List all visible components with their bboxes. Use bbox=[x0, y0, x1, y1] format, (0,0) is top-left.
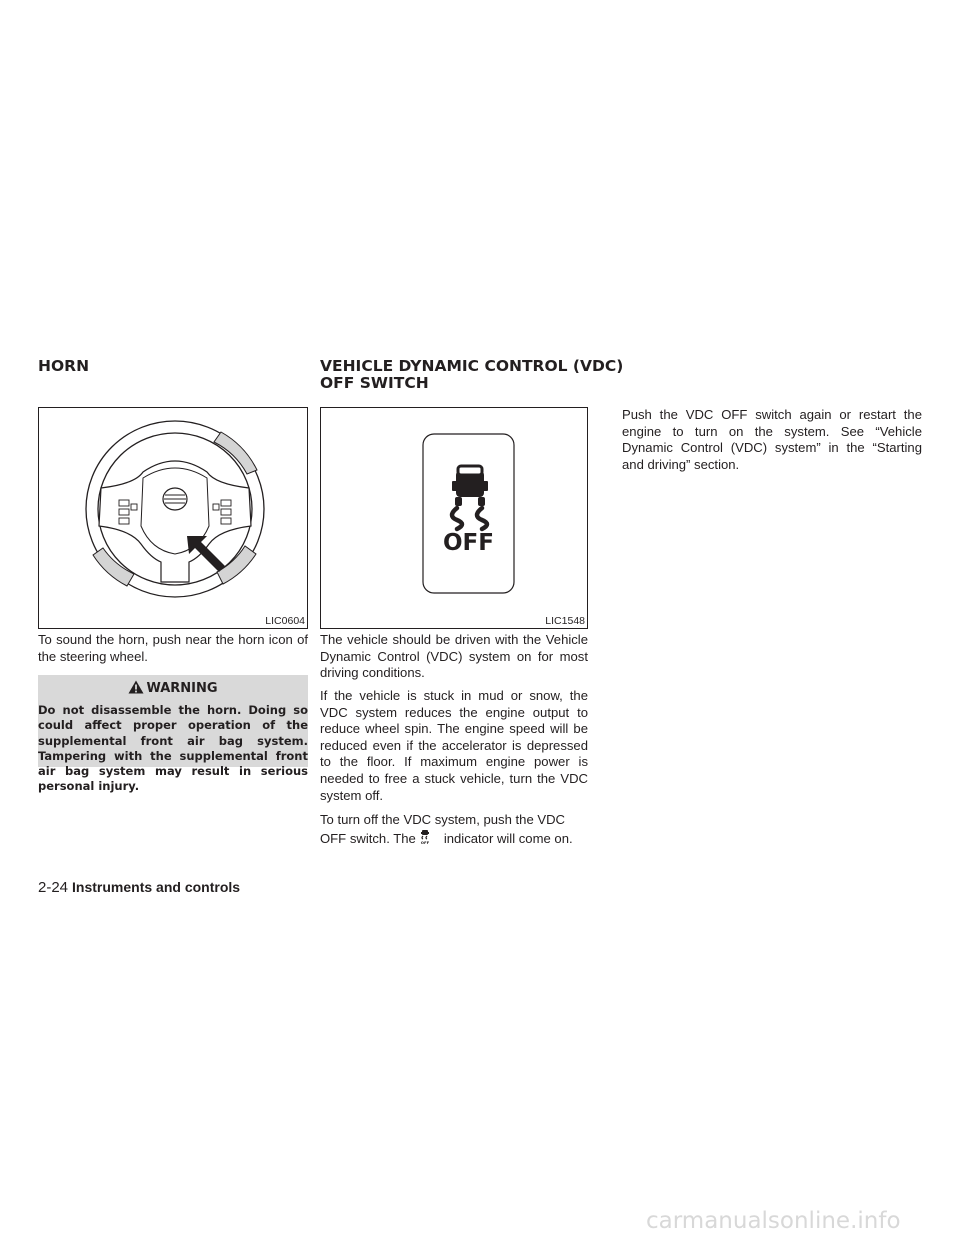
svg-text:OFF: OFF bbox=[420, 839, 430, 845]
vdc-off-indicator-icon bbox=[420, 829, 430, 845]
vdc-para-3-part-2: indicator will come on. bbox=[443, 830, 573, 846]
warning-title bbox=[38, 680, 308, 697]
vdc-switch-figure bbox=[320, 407, 588, 629]
vdc-para-3-part-1: To turn off the VDC system, push the VDC OFF switch. The bbox=[320, 812, 566, 846]
watermark: carmanualsonline.info bbox=[646, 1208, 901, 1234]
page-footer bbox=[38, 878, 240, 897]
vdc-off-label: OFF bbox=[443, 530, 494, 556]
warning-box bbox=[38, 675, 308, 794]
horn-instruction: To sound the horn, push near the horn icon of the steering wheel. bbox=[38, 632, 308, 664]
warning-text: Do not disassemble the horn. Doing so could affect proper operation of the supplemental front air bag system. Tampering with the supplemental front air bag system may result in serious personal injury. bbox=[38, 703, 308, 794]
figure-code-lic0604: LIC0604 bbox=[265, 615, 305, 627]
warning-triangle-icon bbox=[128, 680, 144, 694]
page-number: 2-24 bbox=[38, 879, 69, 896]
section-title: Instruments and controls bbox=[72, 879, 241, 895]
vdc-para-2: If the vehicle is stuck in mud or snow, the VDC system reduces the engine output to reduce wheel spin. The engine speed will be reduced even if the accelerator is depressed to the floor. If maximum engine power is needed to free a stuck vehicle, turn the VDC system off. bbox=[320, 688, 588, 803]
steering-wheel-illustration bbox=[39, 408, 307, 628]
vdc-para-3 bbox=[320, 812, 588, 847]
vdc-para-1: The vehicle should be driven with the Vehicle Dynamic Control (VDC) system on for most driving conditions. bbox=[320, 632, 588, 681]
figure-code-lic1548: LIC1548 bbox=[545, 615, 585, 627]
vdc-heading-line1: VEHICLE DYNAMIC CONTROL (VDC) bbox=[320, 357, 624, 375]
vdc-para-4: Push the VDC OFF switch again or restart the engine to turn on the system. See “Vehicle Dynamic Control (VDC) system” in the “Starting and driving” section. bbox=[622, 407, 922, 472]
horn-heading: HORN bbox=[38, 357, 90, 375]
vdc-switch-illustration bbox=[321, 408, 587, 628]
steering-wheel-figure bbox=[38, 407, 308, 629]
vdc-heading bbox=[320, 358, 623, 392]
warning-title-text: WARNING bbox=[146, 681, 218, 696]
vdc-heading-line2: OFF SWITCH bbox=[320, 374, 429, 392]
